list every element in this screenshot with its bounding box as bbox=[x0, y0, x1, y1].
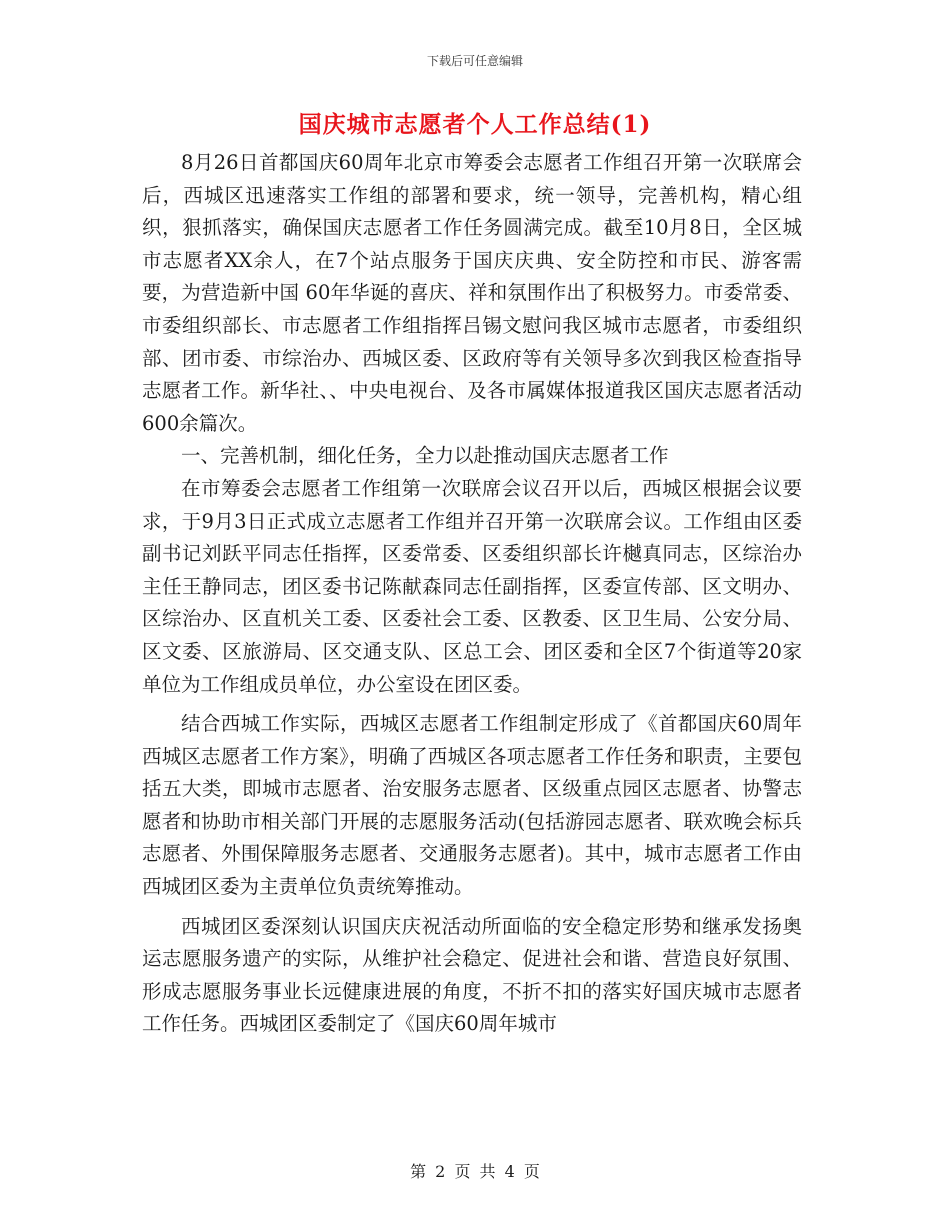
page-header-note: 下载后可任意编辑 bbox=[426, 54, 523, 68]
body-paragraph-implementation: 西城团区委深刻认识国庆庆祝活动所面临的安全稳定形势和继承发扬奥运志愿服务遗产的实际，从维护社会稳定、促进社会和谐、营造良好氛围、形成志愿服务事业长远健康进展的角度，不折不扣的落实好国庆城市志愿者工作任务。西城团区委制定了《国庆60周年城市 bbox=[142, 914, 802, 1036]
document-body bbox=[142, 147, 802, 1041]
body-paragraph-intro: 8月26日首都国庆60周年北京市筹委会志愿者工作组召开第一次联席会后，西城区迅速落实工作组的部署和要求，统一领导，完善机构，精心组织，狠抓落实，确保国庆志愿者工作任务圆满完成。截至10月8日，全区城市志愿者XX余人，在7个站点服务于国庆庆典、安全防控和市民、游客需要，为营造新中国 60年华诞的喜庆、祥和氛围作出了积极努力。市委常委、市委组织部长、市志愿者工作组指挥吕锡文慰问我区城市志愿者，市委组织部、团市委、市综治办、西城区委、区政府等有关领导多次到我区检查指导志愿者工作。新华社、、中央电视台、及各市属媒体报道我区国庆志愿者活动600余篇次。 bbox=[142, 151, 802, 435]
body-paragraph-plan: 结合西城工作实际，西城区志愿者工作组制定形成了《首都国庆60周年西城区志愿者工作方案》，明确了西城区各项志愿者工作任务和职责，主要包括五大类，即城市志愿者、治安服务志愿者、区级重点园区志愿者、协警志愿者和协助市相关部门开展的志愿服务活动(包括游园志愿者、联欢晚会标兵志愿者、外围保障服务志愿者、交通服务志愿者)。其中，城市志愿者工作由西城团区委为主责单位负责统筹推动。 bbox=[142, 712, 802, 899]
section-heading-1: 一、完善机制，细化任务，全力以赴推动国庆志愿者工作 bbox=[181, 444, 669, 468]
body-paragraph-organization: 在市筹委会志愿者工作组第一次联席会议召开以后，西城区根据会议要求，于9月3日正式成立志愿者工作组并召开第一次联席会议。工作组由区委副书记刘跃平同志任指挥，区委常委、区委组织部长许樾真同志，区综治办主任王静同志，团区委书记陈献森同志任副指挥，区委宣传部、区文明办、区综治办、区直机关工委、区委社会工委、区教委、区卫生局、公安分局、区文委、区旅游局、区交通支队、区总工会、团区委和全区7个街道等20家单位为工作组成员单位，办公室设在团区委。 bbox=[142, 476, 802, 696]
page-number-footer: 第 2 页 共 4 页 bbox=[410, 1162, 540, 1181]
document-title: 国庆城市志愿者个人工作总结(1) bbox=[298, 111, 652, 138]
